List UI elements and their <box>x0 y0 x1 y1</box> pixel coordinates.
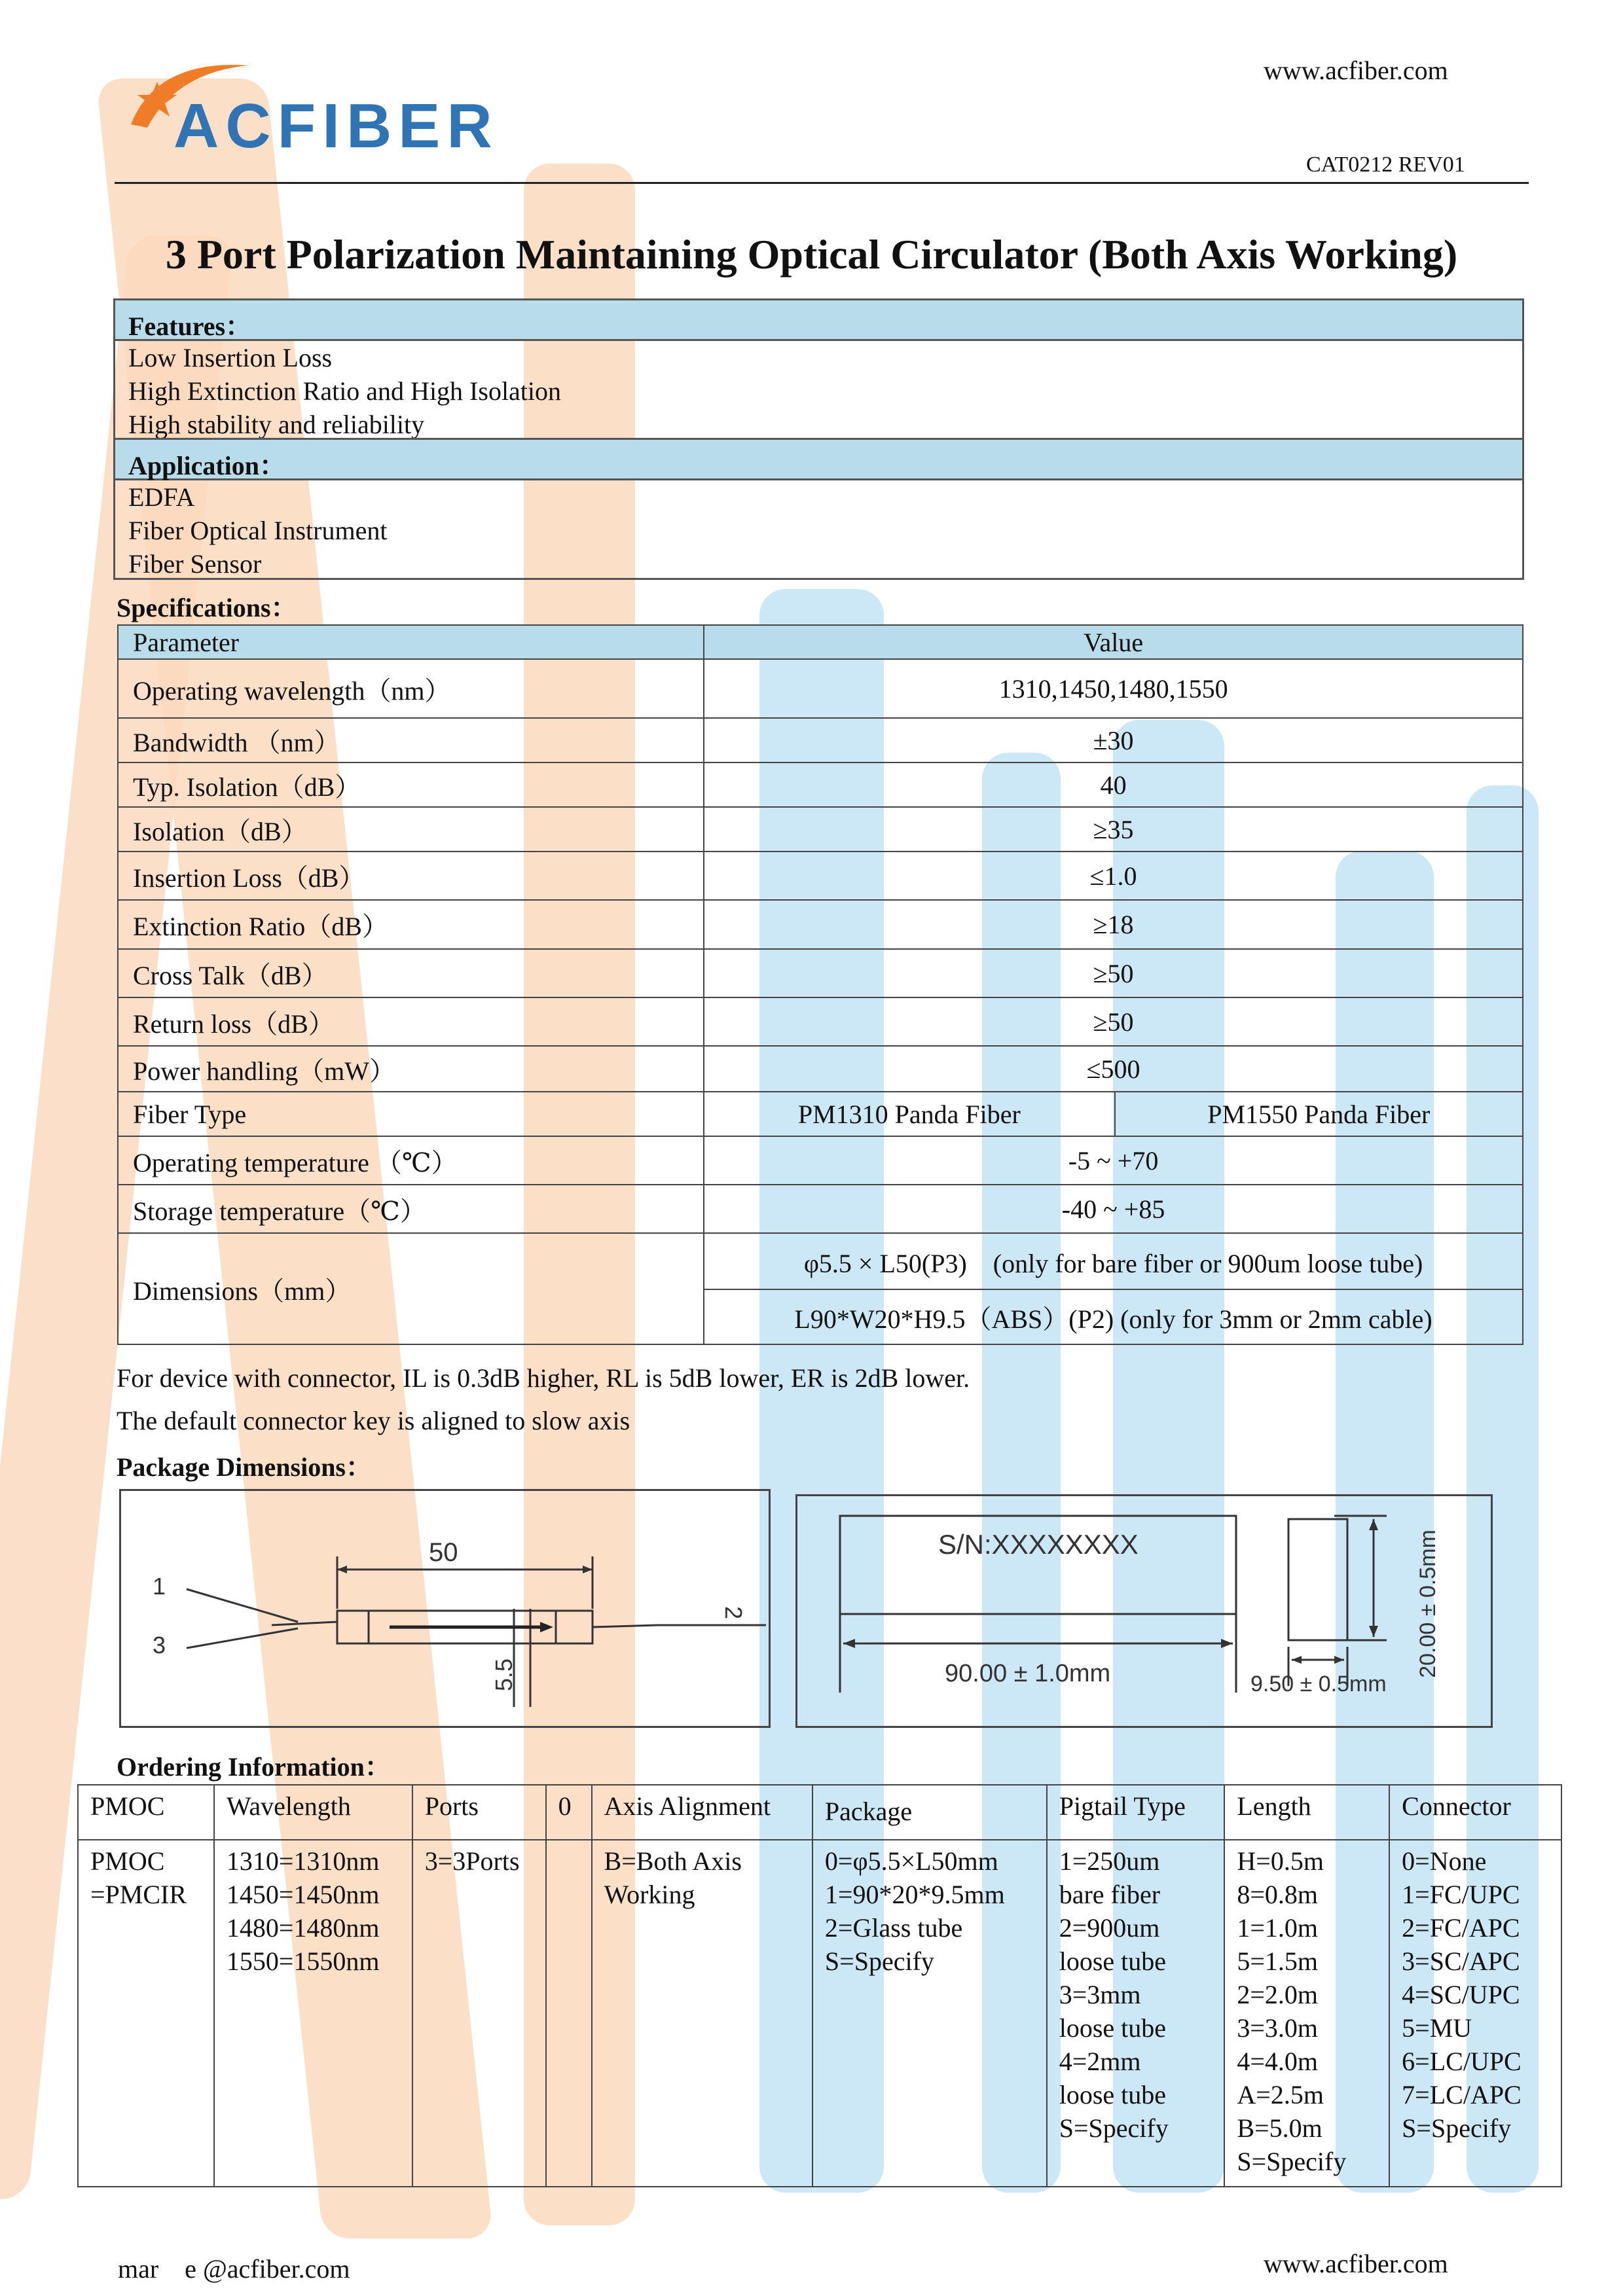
dim-box-height: 20.00 ± 0.5mm <box>1415 1530 1440 1678</box>
ordering-label: Ordering Information： <box>117 1752 391 1782</box>
option: 5=1.5m <box>1237 1946 1319 1976</box>
spec-param: Operating temperature （℃） <box>118 1136 704 1185</box>
spec-value: ≥18 <box>704 900 1523 949</box>
page-title: 3 Port Polarization Maintaining Optical Circulator (Both Axis Working) <box>165 231 1458 278</box>
dim-box-length: 90.00 ± 1.0mm <box>945 1660 1111 1687</box>
spec-value: -40 ~ +85 <box>704 1185 1523 1233</box>
ordering-options-row <box>78 1840 1561 2187</box>
package-diagram-tube <box>119 1489 771 1728</box>
dim-box-width: 9.50 ± 0.5mm <box>1250 1672 1387 1696</box>
spec-row <box>118 718 1523 762</box>
ordering-header: Axis Alignment <box>592 1785 812 1840</box>
option: S=Specify <box>1237 2147 1347 2176</box>
note-connector: For device with connector, IL is 0.3dB higher, RL is 5dB lower, ER is 2dB lower. <box>117 1363 970 1393</box>
spec-value: ≥35 <box>704 807 1523 852</box>
ordering-cell-length <box>1224 1840 1389 2187</box>
ordering-table <box>77 1784 1562 2187</box>
features-item: High stability and reliability <box>128 410 425 439</box>
option: 3=3.0m <box>1237 2013 1319 2043</box>
option: B=Both Axis <box>604 1846 742 1876</box>
ordering-header-row <box>78 1785 1561 1840</box>
ordering-cell-package <box>812 1840 1047 2187</box>
spec-param: Return loss（dB） <box>118 997 704 1046</box>
option: A=2.5m <box>1237 2080 1324 2109</box>
tube-drawing <box>121 1491 769 1726</box>
serial-number: S/N:XXXXXXXX <box>938 1529 1139 1560</box>
application-box <box>113 438 1524 580</box>
spec-row <box>118 1185 1523 1233</box>
spec-row <box>118 949 1523 997</box>
specifications-label: Specifications： <box>117 593 297 622</box>
spec-value: 1310,1450,1480,1550 <box>704 659 1523 718</box>
spec-header-parameter: Parameter <box>118 625 704 659</box>
ordering-header: Ports <box>412 1785 546 1840</box>
ordering-header: Connector <box>1389 1785 1561 1840</box>
option: PMOC <box>90 1846 165 1876</box>
option: 1550=1550nm <box>226 1946 380 1976</box>
spec-row <box>118 997 1523 1046</box>
spec-param: Fiber Type <box>118 1092 704 1136</box>
logo-text: ACFIBER <box>173 91 499 161</box>
option: =PMCIR <box>90 1880 187 1909</box>
spec-param: Cross Talk（dB） <box>118 949 704 997</box>
option: 1310=1310nm <box>226 1846 380 1876</box>
ordering-cell-pigtail <box>1047 1840 1225 2187</box>
option: 5=MU <box>1402 2013 1472 2043</box>
ordering-header: 0 <box>546 1785 592 1840</box>
note-key: The default connector key is aligned to slow axis <box>117 1406 630 1435</box>
features-list <box>115 341 1522 441</box>
option: 6=LC/UPC <box>1402 2047 1522 2076</box>
ordering-cell-zero <box>546 1840 592 2187</box>
spec-row <box>118 807 1523 852</box>
ordering-cell-connector <box>1389 1840 1561 2187</box>
option: loose tube <box>1059 2080 1167 2109</box>
box-drawing <box>797 1496 1491 1726</box>
spec-param: Operating wavelength（nm） <box>118 659 704 718</box>
header-divider <box>115 182 1529 184</box>
option: 2=FC/APC <box>1402 1913 1520 1943</box>
header-website: www.acfiber.com <box>1264 56 1448 85</box>
option: B=5.0m <box>1237 2113 1322 2143</box>
port-1-label: 1 <box>153 1573 166 1600</box>
option: loose tube <box>1059 2013 1167 2043</box>
spec-value-fiber-b: PM1550 Panda Fiber <box>1115 1092 1523 1136</box>
option: 4=4.0m <box>1237 2047 1319 2076</box>
spec-value: -5 ~ +70 <box>704 1136 1523 1185</box>
option: 7=LC/APC <box>1402 2080 1522 2109</box>
option: bare fiber <box>1059 1880 1161 1909</box>
spec-row <box>118 900 1523 949</box>
option: 3=3mm <box>1059 1980 1141 2009</box>
option: 1=FC/UPC <box>1402 1880 1520 1909</box>
features-box <box>113 298 1524 440</box>
ordering-cell-ports <box>412 1840 546 2187</box>
option: 2=2.0m <box>1237 1980 1319 2009</box>
option: 4=SC/UPC <box>1402 1980 1520 2009</box>
spec-row <box>118 852 1523 900</box>
option: 1450=1450nm <box>226 1880 380 1909</box>
spec-param: Insertion Loss（dB） <box>118 852 704 900</box>
features-item: Low Insertion Loss <box>128 343 333 372</box>
option: 2=900um <box>1059 1913 1160 1943</box>
spec-param: Extinction Ratio（dB） <box>118 900 704 949</box>
spec-value: 40 <box>704 762 1523 807</box>
ordering-cell-wavelength <box>214 1840 412 2187</box>
spec-value: ≥50 <box>704 949 1523 997</box>
option: S=Specify <box>1059 2113 1169 2143</box>
footer-email[interactable]: mar e @acfiber.com <box>118 2254 350 2284</box>
option: 1480=1480nm <box>226 1913 380 1943</box>
spec-row <box>118 659 1523 718</box>
spec-param: Storage temperature（℃） <box>118 1185 704 1233</box>
ordering-cell-axis <box>592 1840 812 2187</box>
spec-param: Power handling（mW） <box>118 1046 704 1092</box>
ordering-cell-model <box>78 1840 214 2187</box>
spec-row <box>118 1046 1523 1092</box>
spec-param: Typ. Isolation（dB） <box>118 762 704 807</box>
spec-value: ≤500 <box>704 1046 1523 1092</box>
spec-header-value: Value <box>704 625 1523 659</box>
doc-number: CAT0212 REV01 <box>1306 152 1465 177</box>
option: 0=None <box>1402 1846 1487 1876</box>
option: Working <box>604 1880 695 1909</box>
ordering-header: Pigtail Type <box>1047 1785 1225 1840</box>
option: 1=250um <box>1059 1846 1160 1876</box>
application-item: Fiber Sensor <box>128 549 262 579</box>
option: 8=0.8m <box>1237 1880 1319 1909</box>
ordering-header: Package <box>812 1785 1047 1840</box>
ordering-header: Wavelength <box>214 1785 412 1840</box>
option: 0=φ5.5×L50mm <box>824 1846 998 1876</box>
spec-row-dimensions <box>118 1233 1523 1289</box>
option: 3=3Ports <box>424 1846 520 1876</box>
dim-length: 50 <box>429 1538 458 1567</box>
spec-value-dim-a: φ5.5 × L50(P3) (only for bare fiber or 900um loose tube) <box>704 1233 1523 1289</box>
option: 2=Glass tube <box>824 1913 963 1943</box>
package-diagram-box <box>795 1494 1493 1728</box>
spec-value-dim-b: L90*W20*H9.5（ABS）(P2) (only for 3mm or 2mm cable) <box>704 1289 1523 1344</box>
application-label: Application： <box>115 440 1522 480</box>
option: S=Specify <box>1402 2113 1512 2143</box>
spec-row <box>118 762 1523 807</box>
option: 3=SC/APC <box>1402 1946 1520 1976</box>
ordering-header: Length <box>1224 1785 1389 1840</box>
option: 1=90*20*9.5mm <box>824 1880 1005 1909</box>
features-label: Features： <box>115 300 1522 341</box>
option: 1=1.0m <box>1237 1913 1319 1943</box>
spec-row-fiber-type <box>118 1092 1523 1136</box>
specifications-table <box>117 624 1523 1345</box>
application-item: Fiber Optical Instrument <box>128 516 388 545</box>
spec-param: Dimensions（mm） <box>118 1233 704 1344</box>
spec-param: Bandwidth （nm） <box>118 718 704 762</box>
package-label: Package Dimensions： <box>117 1452 372 1482</box>
footer-website[interactable]: www.acfiber.com <box>1264 2249 1448 2278</box>
spec-value: ≥50 <box>704 997 1523 1046</box>
port-2-label: 2 <box>720 1605 748 1620</box>
option: S=Specify <box>824 1946 934 1976</box>
spec-param: Isolation（dB） <box>118 807 704 852</box>
spec-value-fiber-a: PM1310 Panda Fiber <box>704 1092 1114 1136</box>
ordering-header: PMOC <box>78 1785 214 1840</box>
application-item: EDFA <box>128 482 195 512</box>
port-3-label: 3 <box>153 1632 166 1659</box>
features-item: High Extinction Ratio and High Isolation <box>128 376 562 406</box>
application-list <box>115 480 1522 581</box>
spec-row <box>118 1136 1523 1185</box>
dim-diameter: 5.5 <box>490 1658 518 1692</box>
spec-value: ≤1.0 <box>704 852 1523 900</box>
option: loose tube <box>1059 1946 1167 1976</box>
spec-header-row <box>118 625 1523 659</box>
spec-value: ±30 <box>704 718 1523 762</box>
option: 4=2mm <box>1059 2047 1141 2076</box>
option: H=0.5m <box>1237 1846 1324 1876</box>
logo <box>111 46 499 161</box>
